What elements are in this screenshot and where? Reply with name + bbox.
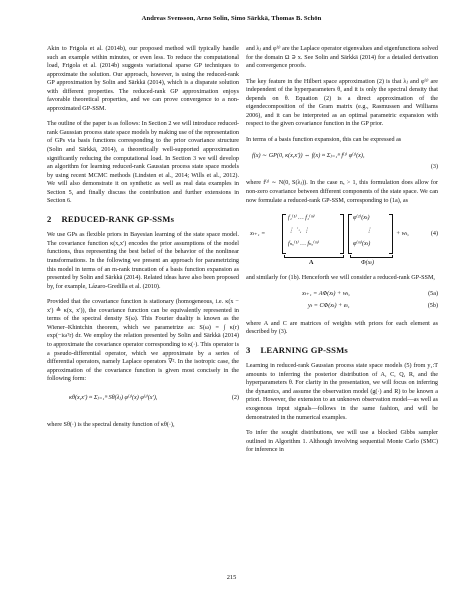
basis-expansion-paragraph: In terms of a basis function expansion, this can be expressed as: [246, 136, 402, 143]
running-header: Andreas Svensson, Arno Solin, Simo Särkkä, Thomas B. Schön: [141, 15, 322, 22]
equation-3-body: f(x) ∼ GP(0, κ(x,x′)) ⇔ f(x) ≈ Σⱼ₌₁ᵐ f⁽ʲ⁾ φ⁽ʲ⁾(x),: [252, 153, 365, 160]
gp-priors-paragraph: We use GPs as flexible priors in Bayesian learning of the state space model. The covariance function κ(x,x′) encodes the prior assumptions of the model functions, thus representing the best belief of the behavior of the nonlinear transformations. In the following we present an approach for parametrizing this model in terms of an m-rank truncation of a basis function expansion as presented by Solin and Särkkä (2014). Related ideas have also been proposed by, for example, Lázaro-Gredilla et al. (2010).: [47, 232, 239, 290]
equation-4-rhs: + wₜ,: [396, 231, 409, 238]
matrix-label-A: A: [309, 260, 314, 267]
matrix-row-3: fₙₓ⁽¹⁾ … fₙₓ⁽ᵐ⁾: [288, 241, 319, 248]
section-3-heading: [246, 346, 438, 355]
section-3-title: LEARNING GP-SSMs: [260, 344, 348, 355]
matrix-left-bracket: [282, 214, 286, 254]
spectral-density-paragraph: where Sθ(·) is the spectral density function of κθ(·),: [47, 421, 175, 428]
vector-row-1: φ⁽¹⁾(xₜ): [353, 215, 370, 222]
equation-5b-number: (5b): [427, 302, 438, 309]
section-3-number: 3: [246, 344, 251, 355]
vector-left-bracket: [348, 214, 352, 254]
equation-5b-body: yₜ = CΦ(xₜ) + eₜ,: [308, 302, 350, 309]
vector-row-3: φ⁽ᵐ⁾(xₜ): [353, 241, 371, 248]
reduced-rank-intro-paragraph: where f⁽ʲ⁾ ∼ N(0, S(λⱼ)). In the case nₓ > 1, this formulation does allow for non-zero covariance between different components of the state space. We can now formulate a reduced-rank GP-SSM, corresponding to (1a), as: [246, 180, 438, 204]
equation-2-number: (2): [231, 394, 239, 401]
matrix-right-bracket: [340, 214, 344, 254]
outline-paragraph: The outline of the paper is as follows: In Section 2 we will introduce reduced-rank Gaussian process state space models by making use of the representation of GPs via basis functions corresponding to the prior covariance structure (Solin and Särkkä, 2014), a theoretically well-supported approximation significantly reducing the computational load. In Section 3 we will develop an algorithm for learning reduced-rank Gaussian process state space models by using recent MCMC methods (Lindsten et al., 2014; Wills et al., 2012). We will also demonstrate it on synthetic as well as real data examples in Section 5, and finally discuss the contribution and further extensions in Section 6.: [47, 121, 239, 205]
vector-right-bracket: [389, 214, 393, 254]
learning-paragraph: Learning in reduced-rank Gaussian process state space models (5) from y₁:T amounts to inferring the posterior distribution of A, C, Q, R, and the hyperparameters θ. For clarity in the presentation, we will focus on inferring the dynamics, and assume the observation model (g(·) and R) to be known a priori. However, the extension to an unknown observation model—as well as exogenous input signals—follows in the same fashion, and will be demonstrated in the numerical examples.: [246, 363, 438, 421]
eigen-paragraph: and λⱼ and φ⁽ʲ⁾ are the Laplace operator eigenvalues and eigenfunctions solved for the domain Ω ∋ x. See Solin and Särkkä (2014) for a detailed derivation and convergence proofs.: [246, 46, 438, 70]
vector-label-phi: Φ(xₜ): [361, 260, 375, 267]
section-2-heading: [47, 215, 239, 224]
page-number: 215: [226, 574, 237, 581]
vector-row-2: ⋮: [366, 228, 373, 235]
equation-5: [246, 288, 438, 314]
covariance-paragraph: Provided that the covariance function is stationary (homogeneous, i.e. κ(x − x′) ≜ κ(x, x′)), the covariance function can be equivalently represented in terms of the spectral density S(ω). This Fourier duality is known as the Wiener–Khintchin theorem, which we parametrize as: S(ω) = ∫ κ(r) exp(−iωᵀr) dr. We employ the relation presented by Solin and Särkkä (2014) to approximate the covariance operator corresponding to κ(·). This operator is a pseudo-differential operator, which we approximate by a series of differential operators, namely Laplace operators ∇². In the isotropic case, the approximation of the covariance function is given most concisely in the following form:: [47, 299, 239, 383]
gibbs-paragraph: To infer the sought distributions, we will use a blocked Gibbs sampler outlined in Algorithm 1. Although involving sequential Monte Carlo (SMC) for inference in: [246, 430, 438, 454]
vector-underbrace: [350, 255, 393, 258]
section-2-title: REDUCED-RANK GP-SSMs: [61, 213, 175, 224]
equation-4-lhs: xₜ₊₁ =: [250, 231, 266, 238]
equation-4: [246, 212, 438, 270]
matrix-row-1: f₁⁽¹⁾ … f₁⁽ᵐ⁾: [288, 215, 315, 222]
equation-4-number: (4): [430, 231, 438, 238]
equation-3-number: (3): [430, 164, 438, 171]
matrix-row-2: ⋮ ⋱ ⋮: [288, 228, 310, 235]
intro-paragraph-end: Akin to Frigola et al. (2014b), our proposed method will typically handle such an example within minutes, or even less. To reduce the computational load, Frigola et al. (2014b) suggests variational sparse GP techniques to approximate the solution. Our approach, however, is using the reduced-rank GP approximation by Solin and Särkkä (2014), which is a disparate solution with different properties. The reduced-rank GP approximation enjoys favorable theoretical properties, and we can prove convergence to a non-approximated GP-SSM.: [47, 46, 239, 112]
equation-3: [246, 149, 438, 173]
hilbert-paragraph: The key feature in the Hilbert space approximation (2) is that λⱼ and φ⁽ʲ⁾ are independent of the hyperparameters θ, and it is only the spectral density that depends on θ. Equation (2) is a direct approximation of the eigendecomposition of the Gram matrix (e.g., Rasmussen and Williams 2006), and it can be interpreted as an optimal parametric expansion with respect to the given covariance function in the GP prior.: [246, 78, 438, 128]
weights-paragraph: where A and C are matrices of weights with priors for each element as described by (3).: [246, 320, 438, 336]
left-column: [47, 45, 239, 436]
right-column: [246, 45, 438, 462]
equation-5a-number: (5a): [428, 290, 438, 297]
equation-5a-body: xₜ₊₁ = AΦ(xₜ) + wₜ,: [302, 290, 350, 297]
equation-2: [47, 391, 239, 415]
section-2-number: 2: [47, 213, 52, 224]
matrix-underbrace: [284, 255, 344, 258]
equation-2-body: κθ(x,x′) ≈ Σⱼ₌₁ᵐ Sθ(λⱼ) φ⁽ʲ⁾(x) φ⁽ʲ⁾(x′),: [69, 394, 158, 401]
reduced-rank-model-paragraph: and similarly for (1b). Henceforth we will consider a reduced-rank GP-SSM,: [246, 275, 435, 282]
